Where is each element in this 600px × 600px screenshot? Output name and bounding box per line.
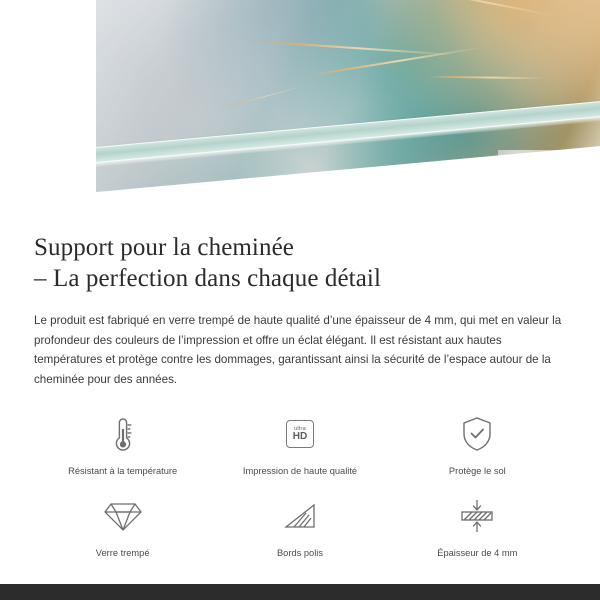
feature-item-thickness [389, 493, 566, 559]
feature-item-polished-edges [211, 493, 388, 559]
polished-edges-icon [280, 493, 320, 539]
hero-mask-left [0, 0, 96, 218]
page-title [34, 232, 566, 294]
headline-line-2: – La perfection dans chaque détail [34, 265, 381, 292]
feature-item-floor-protection [389, 411, 566, 477]
hero-mask-bottom [0, 196, 600, 218]
badge-bottom-text: HD [292, 431, 308, 442]
gold-vein-icon [399, 0, 553, 16]
gold-vein-icon [247, 40, 455, 56]
content-block [0, 232, 600, 559]
feature-label: Impression de haute qualité [242, 466, 358, 476]
gold-vein-icon [426, 76, 545, 79]
feature-grid [34, 411, 566, 559]
feature-label: Bords polis [276, 548, 323, 558]
feature-label: Protège le sol [448, 466, 506, 476]
thermometer-icon [108, 411, 138, 457]
feature-label: Épaisseur de 4 mm [437, 548, 518, 558]
ultra-hd-badge-icon [286, 411, 314, 457]
diamond-icon [103, 493, 143, 539]
feature-item-print-quality [211, 411, 388, 477]
shield-check-icon [460, 411, 494, 457]
gold-vein-icon [217, 85, 306, 110]
feature-label: Résistant à la température [68, 466, 178, 476]
feature-item-tempered-glass [34, 493, 211, 559]
feature-label: Verre trempé [95, 548, 150, 558]
hero-image [0, 0, 600, 218]
description-text: Le produit est fabriqué en verre trempé de haute qualité d’une épaisseur de 4 mm, qui met en valeur la profondeur des couleurs de l’impression et offre un éclat élégant. Il est résistant aux hautes températures et protège contre les dommages, garantissant ainsi la sécurité de l’espace autour de la cheminée pour des années. [34, 314, 562, 386]
badge-top-text: ultra [294, 426, 306, 432]
footer-strip [0, 584, 600, 600]
thickness-arrows-icon [457, 493, 497, 539]
sparkle-icon [515, 158, 549, 192]
feature-item-temperature [34, 411, 211, 477]
gold-vein-icon [301, 47, 481, 77]
headline-line-1: Support pour la cheminée [34, 234, 294, 261]
